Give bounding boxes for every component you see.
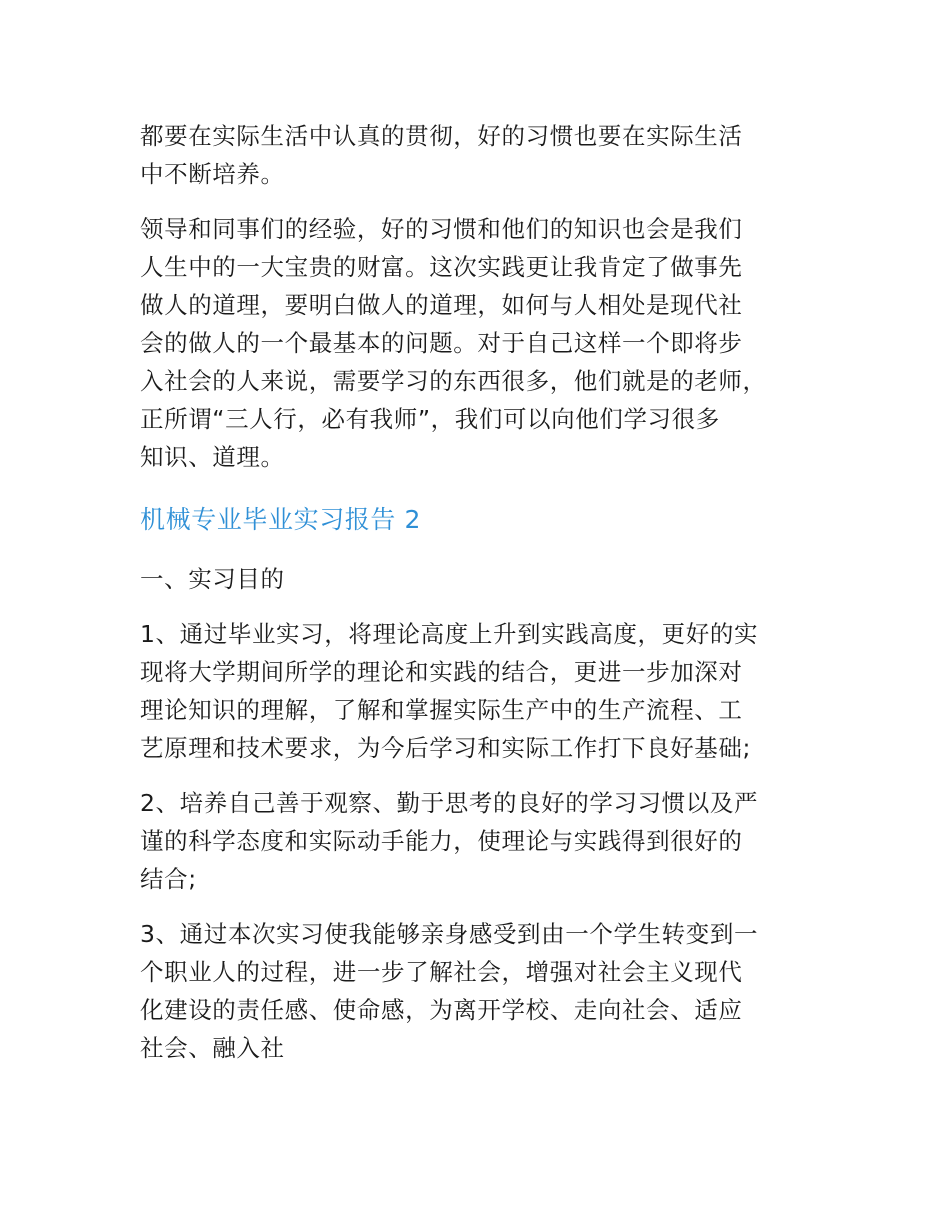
list-item-1	[140, 615, 820, 767]
list-item-2	[140, 784, 820, 898]
text-line: 会的做人的一个最基本的问题。对于自己这样一个即将步	[140, 329, 743, 357]
text-line: 领导和同事们的经验，好的习惯和他们的知识也会是我们	[140, 215, 743, 243]
text-line: 理论知识的理解，了解和掌握实际生产中的生产流程、工	[140, 696, 743, 724]
text-line: 做人的道理，要明白做人的道理，如何与人相处是现代社	[140, 291, 743, 319]
section-title-text: 一、实习目的	[140, 565, 285, 593]
text-line: 谨的科学态度和实际动手能力，使理论与实践得到很好的	[140, 827, 743, 855]
section-title	[140, 560, 820, 598]
text-line: 3、通过本次实习使我能够亲身感受到由一个学生转变到一	[140, 920, 759, 948]
text-line: 人生中的一大宝贵的财富。这次实践更让我肯定了做事先	[140, 253, 743, 281]
list-item-3	[140, 915, 820, 1067]
text-line: 正所谓“三人行，必有我师”，我们可以向他们学习很多	[140, 405, 720, 433]
text-line: 化建设的责任感、使命感，为离开学校、走向社会、适应	[140, 996, 743, 1024]
report-heading: 机械专业毕业实习报告 2	[140, 505, 422, 534]
text-line: 知识、道理。	[140, 443, 285, 471]
text-line: 都要在实际生活中认真的贯彻，好的习惯也要在实际生活	[140, 122, 743, 150]
text-line: 2、培养自己善于观察、勤于思考的良好的学习习惯以及严	[140, 789, 759, 817]
document-page	[140, 117, 820, 1084]
text-line: 结合;	[140, 865, 197, 893]
text-line: 艺原理和技术要求，为今后学习和实际工作打下良好基础;	[140, 734, 752, 762]
text-line: 入社会的人来说，需要学习的东西很多，他们就是的老师，	[140, 367, 767, 395]
text-line: 现将大学期间所学的理论和实践的结合，更进一步加深对	[140, 658, 743, 686]
text-line: 社会、融入社	[140, 1034, 285, 1062]
paragraph-2	[140, 210, 820, 476]
text-line: 个职业人的过程，进一步了解社会，增强对社会主义现代	[140, 958, 743, 986]
paragraph-1	[140, 117, 820, 193]
text-line: 1、通过毕业实习，将理论高度上升到实践高度，更好的实	[140, 620, 759, 648]
text-line: 中不断培养。	[140, 160, 285, 188]
